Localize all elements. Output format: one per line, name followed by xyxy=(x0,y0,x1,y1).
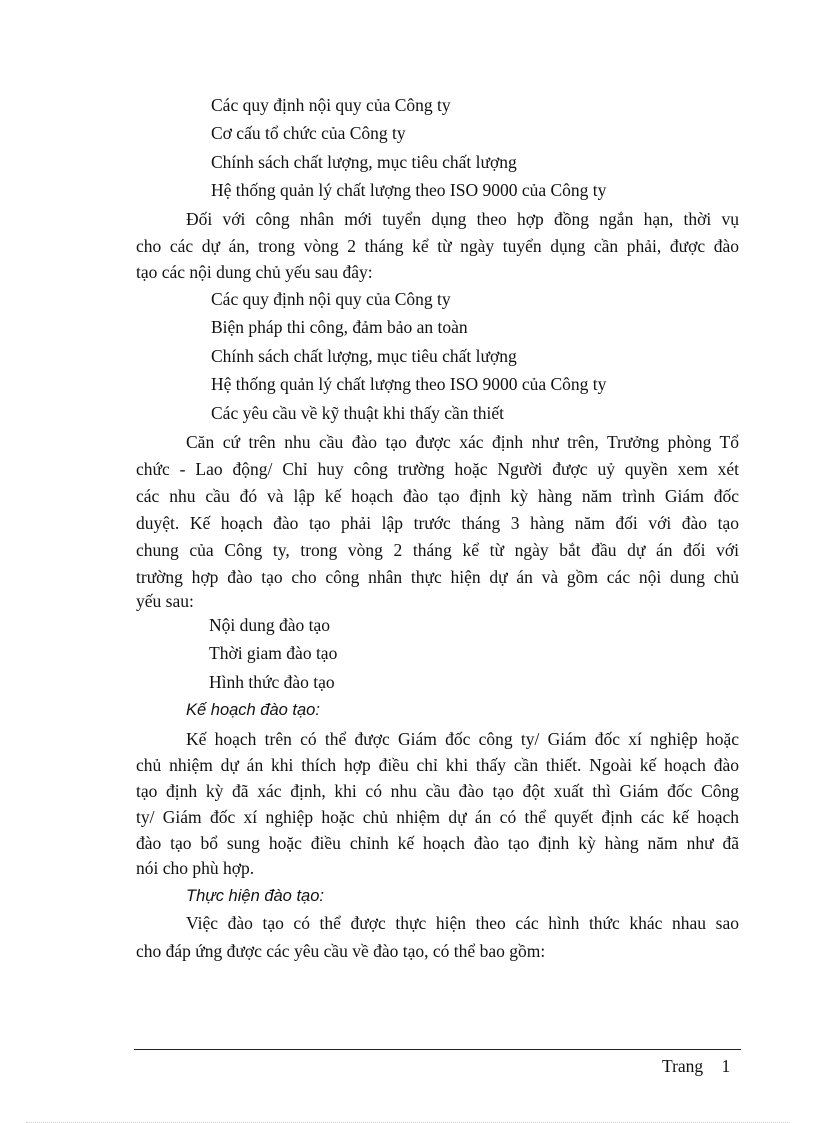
paragraph-line: chung của Công ty, trong vòng 2 tháng kể từ ngày bắt đầu dự án đối với xyxy=(136,540,739,560)
footer-divider xyxy=(134,1049,741,1050)
list-item: Hình thức đào tạo xyxy=(209,672,335,692)
list-item: Biện pháp thi công, đảm bảo an toàn xyxy=(211,317,468,337)
list-item: Các yêu cầu về kỹ thuật khi thấy cần thiết xyxy=(211,403,505,423)
section-heading: Thực hiện đào tạo: xyxy=(186,887,324,905)
list-item: Chính sách chất lượng, mục tiêu chất lượng xyxy=(211,152,517,172)
paragraph-line: ty/ Giám đốc xí nghiệp hoặc chủ nhiệm dự án có thể quyết định các kế hoạch xyxy=(136,807,739,827)
list-item: Chính sách chất lượng, mục tiêu chất lượng xyxy=(211,346,517,366)
list-item: Hệ thống quản lý chất lượng theo ISO 9000 của Công ty xyxy=(211,180,607,200)
list-item: Các quy định nội quy của Công ty xyxy=(211,289,451,309)
paragraph-line: đào tạo bổ sung hoặc điều chỉnh kế hoạch đào tạo định kỳ hàng năm như đã xyxy=(136,833,739,853)
paragraph-line: Đối với công nhân mới tuyển dụng theo hợp đồng ngắn hạn, thời vụ xyxy=(186,209,739,229)
paragraph-line: tạo các nội dung chủ yếu sau đây: xyxy=(136,262,373,282)
paragraph-line: tạo định kỳ đã xác định, khi có nhu cầu đào tạo đột xuất thì Giám đốc Công xyxy=(136,781,739,801)
paragraph-line: trường hợp đào tạo cho công nhân thực hiện dự án và gồm các nội dung chủ xyxy=(136,567,739,587)
list-item: Hệ thống quản lý chất lượng theo ISO 9000 của Công ty xyxy=(211,374,607,394)
section-heading: Kế hoạch đào tạo: xyxy=(186,701,320,719)
page-footer xyxy=(662,1055,730,1077)
list-item: Cơ cấu tổ chức của Công ty xyxy=(211,123,406,143)
paragraph-line: các nhu cầu đó và lập kế hoạch đào tạo định kỳ hàng năm trình Giám đốc xyxy=(136,486,739,506)
paragraph-line: chủ nhiệm dự án khi thích hợp điều chỉ khi thấy cần thiết. Ngoài kế hoạch đào xyxy=(136,755,739,775)
paragraph-line: Kế hoạch trên có thể được Giám đốc công ty/ Giám đốc xí nghiệp hoặc xyxy=(186,729,739,749)
footer-label: Trang xyxy=(662,1056,704,1076)
paragraph-line: Việc đào tạo có thể được thực hiện theo các hình thức khác nhau sao xyxy=(186,913,739,933)
paragraph-line: nói cho phù hợp. xyxy=(136,858,255,878)
list-item: Các quy định nội quy của Công ty xyxy=(211,95,451,115)
page-number: 1 xyxy=(721,1056,731,1076)
paragraph-line: yếu sau: xyxy=(136,591,194,611)
paragraph-line: duyệt. Kế hoạch đào tạo phải lập trước tháng 3 hàng năm đối với đào tạo xyxy=(136,513,739,533)
paragraph-line: chức - Lao động/ Chỉ huy công trường hoặc Người được uỷ quyền xem xét xyxy=(136,459,739,479)
paragraph-line: cho các dự án, trong vòng 2 tháng kể từ ngày tuyển dụng cần phải, được đào xyxy=(136,236,739,256)
paragraph-line: cho đáp ứng được các yêu cầu về đào tạo, có thể bao gồm: xyxy=(136,941,546,961)
list-item: Nội dung đào tạo xyxy=(209,615,331,635)
list-item: Thời giam đào tạo xyxy=(209,643,338,663)
paragraph-line: Căn cứ trên nhu cầu đào tạo được xác định như trên, Trưởng phòng Tổ xyxy=(186,432,739,452)
